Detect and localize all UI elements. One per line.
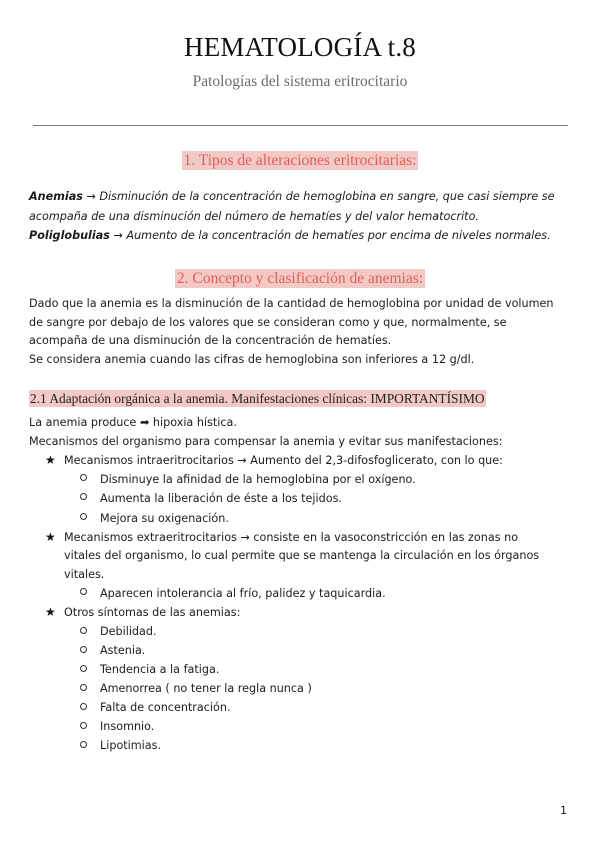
- page-title: HEMATOLOGÍA t.8: [184, 32, 416, 62]
- section-2-1-heading-text: 2.1 Adaptación orgánica a la anemia. Manifestaciones clínicas: IMPORTANTÍSIMO: [30, 391, 485, 406]
- circle-bullet-icon: [80, 646, 87, 653]
- list-item-star-2-line-1: Mecanismos extraeritrocitarios → consiste en la vasoconstricción en las zonas no: [64, 531, 519, 544]
- list-item: Debilidad.: [100, 625, 157, 638]
- paragraph-line: Dado que la anemia es la disminución de la cantidad de hemoglobina por unidad de volumen: [29, 297, 554, 310]
- list-item: Falta de concentración.: [100, 701, 231, 714]
- section-2-1-heading: [29, 389, 486, 408]
- star-bullet-icon: ★: [45, 530, 56, 544]
- list-item: Astenia.: [100, 644, 146, 657]
- anemias-definition: [29, 187, 555, 207]
- intro-line-1: La anemia produce ➡ hipoxia hística.: [29, 416, 237, 429]
- list-item: Aumenta la liberación de éste a los tejidos.: [100, 492, 342, 505]
- circle-bullet-icon: [80, 513, 87, 520]
- list-item-star-2-line-2: vitales del organismo, lo cual permite que se mantenga la circulación en los órganos: [64, 549, 540, 562]
- circle-bullet-icon: [80, 665, 87, 672]
- list-item: Aparecen intolerancia al frío, palidez y taquicardia.: [100, 587, 386, 600]
- circle-bullet-icon: [80, 627, 87, 634]
- list-item: Lipotimias.: [100, 739, 162, 752]
- poliglobulias-definition: [29, 226, 551, 246]
- section-1-heading-text: 1. Tipos de alteraciones eritrocitarias:: [183, 152, 417, 169]
- section-1-heading: [0, 150, 600, 171]
- page-number: 1: [560, 804, 567, 817]
- intro-line-2: Mecanismos del organismo para compensar la anemia y evitar sus manifestaciones:: [29, 435, 503, 448]
- paragraph-line: de sangre por debajo de los valores que se consideran como y que, normalmente, se: [29, 316, 507, 329]
- circle-bullet-icon: [80, 474, 87, 481]
- anemias-def-line-2: acompaña de una disminución del número de hematíes y del valor hematocrito.: [29, 210, 479, 223]
- star-bullet-icon: ★: [45, 605, 56, 619]
- section-2-heading-text: 2. Concepto y clasificación de anemias:: [176, 270, 424, 287]
- poliglobulias-term: Poliglobulias: [29, 229, 110, 242]
- list-item: Disminuye la afinidad de la hemoglobina por el oxígeno.: [100, 473, 416, 486]
- poliglobulias-def: → Aumento de la concentración de hematíes por encima de niveles normales.: [109, 229, 551, 242]
- title-divider: [33, 125, 568, 126]
- list-item: Tendencia a la fatiga.: [100, 663, 220, 676]
- section-2-heading: [0, 268, 600, 289]
- paragraph-line: Se considera anemia cuando las cifras de hemoglobina son inferiores a 12 g/dl.: [29, 353, 475, 366]
- circle-bullet-icon: [80, 684, 87, 691]
- circle-bullet-icon: [80, 493, 87, 500]
- list-item: Mejora su oxigenación.: [100, 512, 229, 525]
- list-item: Insomnio.: [100, 720, 155, 733]
- list-item-star-1: Mecanismos intraeritrocitarios → Aumento del 2,3-difosfoglicerato, con lo que:: [64, 454, 503, 467]
- circle-bullet-icon: [80, 588, 87, 595]
- anemias-def-line-1: → Disminución de la concentración de hemoglobina en sangre, que casi siempre se: [82, 190, 555, 203]
- page-subtitle: Patologías del sistema eritrocitario: [192, 73, 408, 90]
- circle-bullet-icon: [80, 741, 87, 748]
- list-item-star-3: Otros síntomas de las anemias:: [64, 606, 241, 619]
- list-item: Amenorrea ( no tener la regla nunca ): [100, 682, 312, 695]
- star-bullet-icon: ★: [45, 453, 56, 467]
- circle-bullet-icon: [80, 722, 87, 729]
- list-item-star-2-line-3: vitales.: [64, 568, 105, 581]
- circle-bullet-icon: [80, 703, 87, 710]
- anemias-term: Anemias: [29, 190, 83, 203]
- paragraph-line: acompaña de una disminución de la concentración de hematíes.: [29, 334, 392, 347]
